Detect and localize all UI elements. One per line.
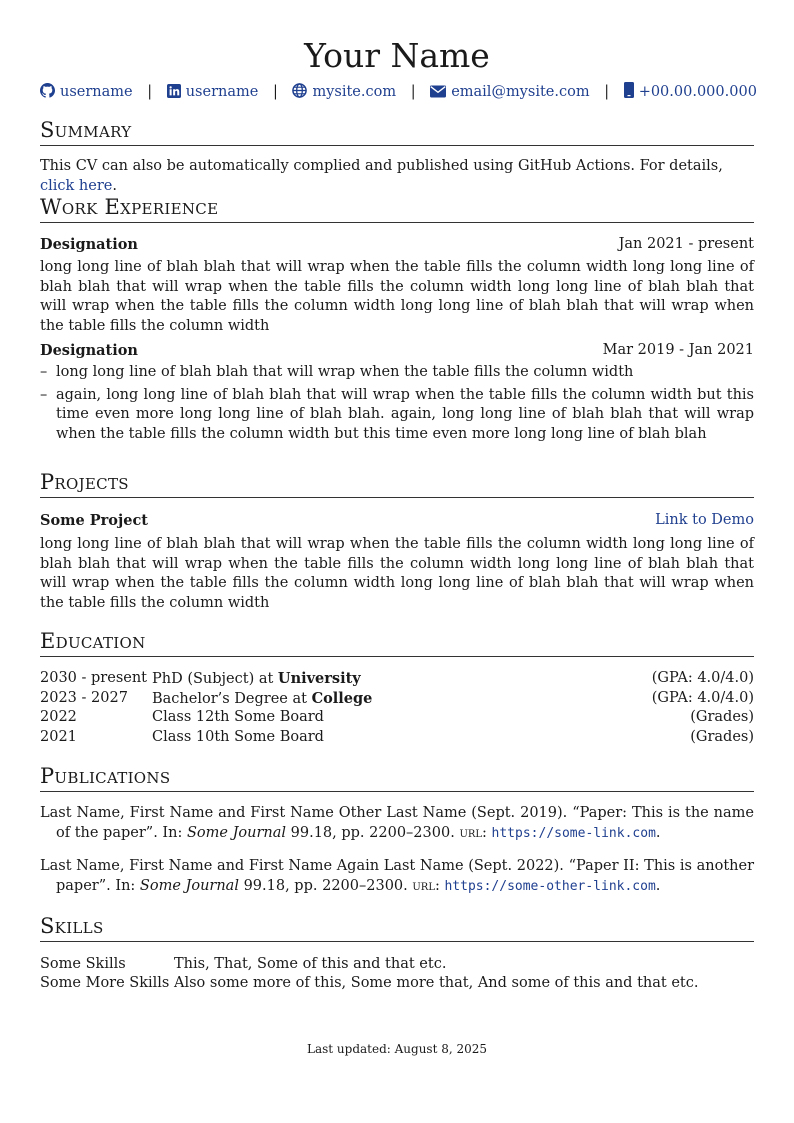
pub-details: 99.18, pp. 2200–2300. xyxy=(290,825,455,841)
education-years: 2021 xyxy=(40,729,77,745)
click-here-link[interactable]: click here xyxy=(40,177,113,194)
project-description: long long line of blah blah that will wrap when the table fills the column width long long line of blah blah that will wrap when the table fills the column width long long line of blah blah that will wrap when the table fills the column width long long line of blah blah that will wrap when the table fills the column width xyxy=(40,536,754,611)
bullet-marker: – xyxy=(40,364,48,380)
url-label: url: xyxy=(412,878,440,894)
phone-link[interactable] xyxy=(619,84,757,100)
contact-separator: | xyxy=(604,84,610,100)
linkedin-link[interactable] xyxy=(162,84,263,100)
contact-bar xyxy=(40,82,757,102)
pub-url-link[interactable]: https://some-other-link.com xyxy=(444,879,656,894)
work-entry-2-bullets xyxy=(40,363,754,447)
phone-number: +00.00.000.000 xyxy=(638,84,757,100)
github-link[interactable] xyxy=(40,84,137,100)
education-heading: Education xyxy=(40,628,754,657)
pub-authors: Last Name, First Name and First Name Other Last Name (Sept. 2019). xyxy=(40,805,568,821)
pub-end: . xyxy=(655,825,661,841)
institution-name: University xyxy=(277,670,361,687)
pub-title: “Paper: This is the name of the paper”. xyxy=(56,805,754,841)
work-dates: Jan 2021 - present xyxy=(618,236,754,252)
work-entry-2-header xyxy=(40,341,754,362)
pub-journal: Some Journal xyxy=(186,825,287,841)
list-item xyxy=(40,363,754,383)
skills-heading: Skills xyxy=(40,913,754,942)
pub-in: In: xyxy=(162,825,183,841)
pub-authors: Last Name, First Name and First Name Again Last Name (Sept. 2022). xyxy=(40,858,564,874)
institution-name: College xyxy=(311,690,373,707)
education-years: 2023 - 2027 xyxy=(40,690,128,706)
pub-title: “Paper II: This is another paper”. xyxy=(56,858,755,894)
url-label: url: xyxy=(459,825,487,841)
education-years: 2022 xyxy=(40,709,77,725)
education-degree: Class 12th Some Board xyxy=(152,709,324,725)
work-designation: Designation xyxy=(40,236,138,253)
project-name: Some Project xyxy=(40,512,148,529)
email-address: email@mysite.com xyxy=(451,84,590,100)
phone-icon xyxy=(624,82,634,98)
work-designation: Designation xyxy=(40,342,138,359)
education-result: (Grades) xyxy=(690,729,754,745)
summary-period: . xyxy=(112,177,117,194)
pub-url-link[interactable]: https://some-link.com xyxy=(491,826,656,841)
pub-details: 99.18, pp. 2200–2300. xyxy=(243,878,408,894)
education-result: (GPA: 4.0/4.0) xyxy=(651,690,754,706)
skill-value: This, That, Some of this and that etc. xyxy=(174,956,447,972)
bullet-text: long long line of blah blah that will wrap when the table fills the column width xyxy=(56,364,634,380)
website-url: mysite.com xyxy=(312,84,397,100)
linkedin-icon xyxy=(167,84,181,98)
bullet-marker: – xyxy=(40,386,48,403)
education-degree xyxy=(152,689,372,710)
publications-heading: Publications xyxy=(40,763,754,792)
pub-in: In: xyxy=(115,878,136,894)
email-link[interactable] xyxy=(426,84,595,100)
list-item xyxy=(40,386,754,445)
work-entry-1-description: long long line of blah blah that will wrap when the table fills the column width long long line of blah blah that will wrap when the table fills the column width long long line of blah blah that will wrap when the table fills the column width long long line of blah blah that will wrap when the table fills the column width xyxy=(40,259,754,334)
degree-text: PhD (Subject) at xyxy=(152,671,274,687)
skill-label: Some Skills xyxy=(40,956,126,972)
skill-value: Also some more of this, Some more that, And some of this and that etc. xyxy=(174,975,699,991)
contact-separator: | xyxy=(272,84,278,100)
education-years: 2030 - present xyxy=(40,670,148,686)
degree-text: Bachelor’s Degree at xyxy=(152,691,307,707)
pub-journal: Some Journal xyxy=(139,878,239,894)
summary-body: This CV can also be automatically complied and published using GitHub Actions. For details, xyxy=(40,158,723,174)
education-result: (GPA: 4.0/4.0) xyxy=(651,670,754,686)
globe-icon xyxy=(292,83,307,98)
contact-separator: | xyxy=(410,84,416,100)
education-degree xyxy=(152,669,361,690)
publication-item xyxy=(40,856,754,897)
education-degree: Class 10th Some Board xyxy=(152,729,324,745)
contact-separator: | xyxy=(147,84,153,100)
summary-heading: Summary xyxy=(40,117,754,146)
linkedin-username: username xyxy=(185,84,259,100)
education-result: (Grades) xyxy=(690,709,754,725)
summary-text xyxy=(40,157,754,196)
website-link[interactable] xyxy=(288,84,401,100)
work-experience-heading: Work Experience xyxy=(40,194,754,223)
pub-end: . xyxy=(655,878,661,894)
bullet-text: again, long long line of blah blah that will wrap when the table fills the column width but this time even more long long line of blah blah. again, long long line of blah blah that will wrap when the table fills the column width but this time even more long long line of blah blah xyxy=(56,386,754,442)
github-icon xyxy=(40,83,55,98)
work-entry-1-header xyxy=(40,235,754,256)
envelope-icon xyxy=(430,85,446,98)
projects-heading: Projects xyxy=(40,469,754,498)
project-entry-header xyxy=(40,511,754,532)
skill-label: Some More Skills xyxy=(40,975,170,991)
last-updated-footer: Last updated: August 8, 2025 xyxy=(306,1042,488,1056)
cv-name: Your Name xyxy=(304,36,490,75)
link-to-demo[interactable]: Link to Demo xyxy=(655,512,754,528)
publication-item xyxy=(40,803,754,844)
github-username: username xyxy=(60,84,133,100)
work-dates: Mar 2019 - Jan 2021 xyxy=(602,342,754,358)
